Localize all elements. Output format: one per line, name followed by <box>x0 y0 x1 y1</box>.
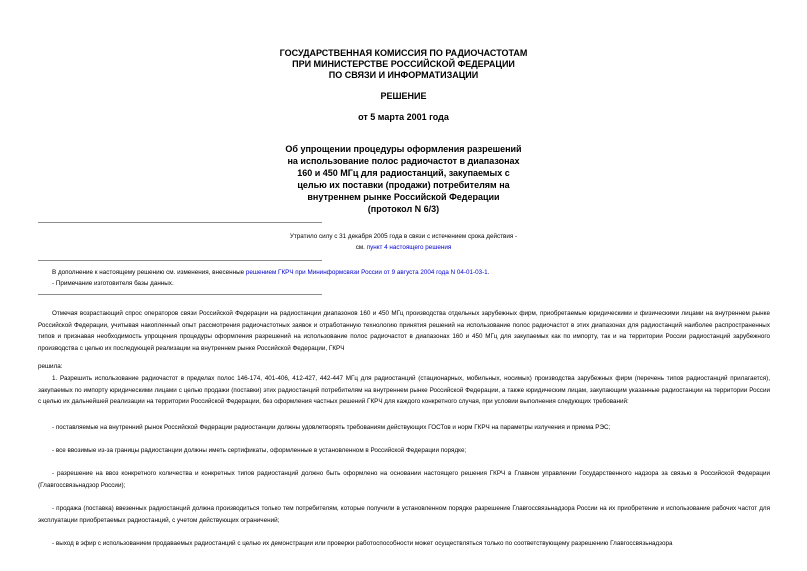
amendment-suffix: . <box>487 269 490 276</box>
decision-label: РЕШЕНИЕ <box>380 91 427 101</box>
condition-1: - поставляемые на внутренний рынок Российской Федерации радиостанции должны удовлетворять требованиям действующих ГОСТов и норм ГКРЧ на параметры излучения и приема РЭС; <box>52 424 611 431</box>
agency-header-line-3: ПО СВЯЗИ И ИНФОРМАТИЗАЦИИ <box>328 70 479 80</box>
resolved-label: решила: <box>38 363 63 370</box>
amendment-note <box>52 268 489 278</box>
divider-top <box>38 222 322 223</box>
title-line-5: внутреннем рынке Российской Федерации <box>307 192 500 202</box>
title-line-6: (протокол N 6/3) <box>367 204 440 214</box>
item-1-paragraph: 1. Разрешить использование радиочастот в пределах полос 146-174, 401-406, 412-427, 442-447 МГц для радиостанций (стационарных, мобильных, носимых) производства зарубежных фирм (перечень типов радиостанций прилагается), закупаемых по импорту юридическими лицами с целью продажи (поставки) этих радиостанций потребителям на внутреннем рынке Российской Федерации, а также юридическим лицам, закупающим указанные радиостанции на территории России с целью их дальнейшей реализации на территории Российской Федерации, без оформления частных решений ГКРЧ для каждого конкретного случая, при условии выполнения следующих требований: <box>38 375 770 405</box>
title-line-1: Об упрощении процедуры оформления разрешений <box>285 144 522 154</box>
link-item-4[interactable]: пункт 4 настоящего решения <box>366 244 452 251</box>
condition-5: - выход в эфир с использованием продаваемых радиостанций с целью их демонстрации или проверки работоспособности может осуществляться только по соответствующему разрешению Главгоссвязьнадзора <box>52 540 673 547</box>
divider-bottom <box>38 294 322 295</box>
amendment-prefix: В дополнение к настоящему решению см. изменения, внесенные <box>52 269 246 276</box>
divider-middle <box>38 260 322 261</box>
title-line-4: целью их поставки (продажи) потребителям на <box>297 180 510 190</box>
db-note: - Примечание изготовителя базы данных. <box>52 280 174 287</box>
link-amendment-decision[interactable]: решением ГКРЧ при Мининформсвязи России от 9 августа 2004 года N 04-01-03-1 <box>245 269 488 276</box>
condition-2: - все ввозимые из-за границы радиостанции должны иметь сертификаты, оформленные в установленном в Российской Федерации порядке; <box>52 447 467 454</box>
preamble-paragraph: Отмечая возрастающий спрос операторов связи Российской Федерации на радиостанции диапазонов 160 и 450 МГц производства отдельных зарубежных фирм, приобретаемые юридическими и физическими лицами на внутреннем рынке Российской Федерации, учитывая накопленный опыт рассмотрения радиочастотных заявок и отработанную технологию принятия решений на использование полос радиочастот в этих диапазонах для радиостанций наиболее распространенных типов и признавая необходимость упрощения процедуры оформления разрешений на использование полос радиочастот в диапазонах 160 и 450 МГц для закупаемых как по импорту, так и на территории России радиостанций зарубежного производства с целью их последующей реализации на внутреннем рынке Российской Федерации, ГКРЧ <box>38 310 770 352</box>
condition-3: - разрешение на ввоз конкретного количества и конкретных типов радиостанций должно быть оформлено на основании настоящего решения ГКРЧ в Главном управлении Государственного надзора за связью в Российской Федерации (Главгоссвязьнадзор России); <box>38 470 770 489</box>
agency-header-line-1: ГОСУДАРСТВЕННАЯ КОМИССИЯ ПО РАДИОЧАСТОТАМ <box>279 48 528 58</box>
status-note: Утратило силу с 31 декабря 2005 года в связи с истечением срока действия - <box>289 233 518 240</box>
title-line-3: 160 и 450 МГц для радиостанций, закупаемых с <box>297 168 510 178</box>
status-see-line <box>0 243 807 253</box>
agency-header-line-2: ПРИ МИНИСТЕРСТВЕ РОССИЙСКОЙ ФЕДЕРАЦИИ <box>292 59 515 69</box>
title-line-2: на использование полос радиочастот в диапазонах <box>287 156 520 166</box>
status-see-prefix: см. <box>355 244 367 251</box>
condition-4: - продажа (поставка) ввезенных радиостанций должна производиться только тем потребителям, которые получили в установленном порядке разрешение Главгоссвязьнадзора России на их приобретение и использование рабочих частот для эксплуатации приобретаемых радиостанций, с учетом действующих ограничений; <box>38 505 770 524</box>
decision-date: от 5 марта 2001 года <box>358 112 449 122</box>
